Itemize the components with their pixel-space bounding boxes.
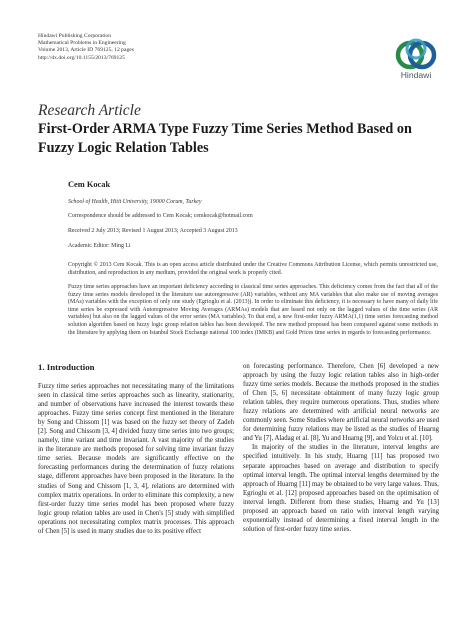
volume-info: Volume 2013, Article ID 769125, 12 pages <box>38 47 134 54</box>
copyright-notice: Copyright © 2013 Cem Kocak. This is an open access article distributed under the Creative Commons Attribution License, which permits unrestricted use, distribution, and reproduction in any medium, provided the original work is properly cited. <box>68 262 438 276</box>
paragraph: on forecasting performance. Therefore, Chen [6] developed a new approach by using the fuzzy logic relation tables also in high-order fuzzy time series models. Because the methods proposed in the studies of Chen [5, 6] necessitate obtainment of many fuzzy logic group relation tables, they require numerous operations. Thus, studies where fuzzy relations are determined with artificial neural networks are commonly seen. Some Studies where artificial neural networks are used for determining fuzzy relations may be listed as the studies of Huarng and Yu [7], Aladag et al. [8], Yu and Huarng [9], and Yolcu et al. [10]. <box>243 363 439 443</box>
body-column-right <box>243 362 439 534</box>
abstract: Fuzzy time series approaches have an important deficiency according to classical time series approaches. This deficiency comes from the fact that all of the fuzzy time series models developed in the literature use autoregressive (AR) variables, without any MA variables that also make use of moving averages (MAs) variables with the exception of only one study (Egrioglu et al. (2013)). In order to eliminate this deficiency, it is necessary to have many of daily life time series be expressed with Autoregressive Moving Averages (ARMAs) models that are based not only on the lagged values of the time series (AR variables) but also on the lagged values of the error series (MA variables). To that end, a new first-order fuzzy ARMA(1,1) time series forecasting method solution algorithm based on fuzzy logic group relation tables has been developed. The new method proposed has been compared against some methods in the literature by applying them on Istanbul Stock Exchange national 100 index (IMKB) and Gold Prices time series in regards to forecasting performance. <box>68 284 438 336</box>
correspondence: Correspondence should be addressed to Cem Kocak; cemkocak@hotmail.com <box>68 213 253 219</box>
logo-wordmark: Hindawi <box>400 70 432 80</box>
paragraph: In majority of the studies in the literature, interval lengths are specified intuitively. In his study, Huarng [11] has proposed two separate approaches based on average and distribution to specify optimal interval length. The optimal interval lengths determined by the approach of Huarng [11] may be obtained to be very large values. Thus, Egrioglu et al. [12] proposed approaches based on the optimisation of interval length. Different from these studies, Huarng and Yu [13] proposed an approach based on ratio with interval length varying exponentially instead of determining a fixed interval length in the solution of first-order fuzzy time series. <box>243 444 439 533</box>
section-heading: 1. Introduction <box>38 362 95 372</box>
academic-editor: Academic Editor: Ming Li <box>68 243 131 249</box>
publisher-name: Hindawi Publishing Corporation <box>38 33 112 39</box>
journal-name: Mathematical Problems in Engineering <box>38 40 126 47</box>
article-dates: Received 2 July 2013; Revised 1 August 2013; Accepted 3 August 2013 <box>68 228 238 234</box>
paragraph: Fuzzy time series approaches not necessitating many of the limitations seen in classical time series approaches such as linearity, stationarity, and number of observations have increased the interest towards these approaches. Fuzzy time series concept first mentioned in the literature by Song and Chissom [1] was based on the fuzzy set theory of Zadeh [2]. Song and Chissom [3, 4] divided fuzzy time series into two groups; namely, time variant and time invariant. A vast majority of the studies in the literature are methods proposed for solving time invariant fuzzy time series. Because models are significantly effective on the forecasting performances during the determination of fuzzy relations stage, different approaches have been proposed in the literature. In the studies of Song and Chissom [1, 3, 4], relations are determined with complex matrix operations. In order to eliminate this complexity, a new first-order fuzzy time series model has been proposed where fuzzy logic group relation tables are used in Chen's [5] study with simplified operations not necessitating complex matrix processes. This approach of Chen [5] is used in many studies due to its positive effect <box>38 383 234 535</box>
doi-link[interactable]: http://dx.doi.org/10.1155/2013/769125 <box>38 54 125 61</box>
publication-info <box>38 33 134 62</box>
article-type: Research Article <box>38 102 141 119</box>
body-column-left <box>38 382 234 536</box>
author-name: Cem Kocak <box>68 180 111 189</box>
paper-title: First-Order ARMA Type Fuzzy Time Series Method Based on Fuzzy Logic Relation Tables <box>38 121 412 156</box>
affiliation: School of Health, Hitit University, 19000 Corum, Turkey <box>68 199 202 205</box>
